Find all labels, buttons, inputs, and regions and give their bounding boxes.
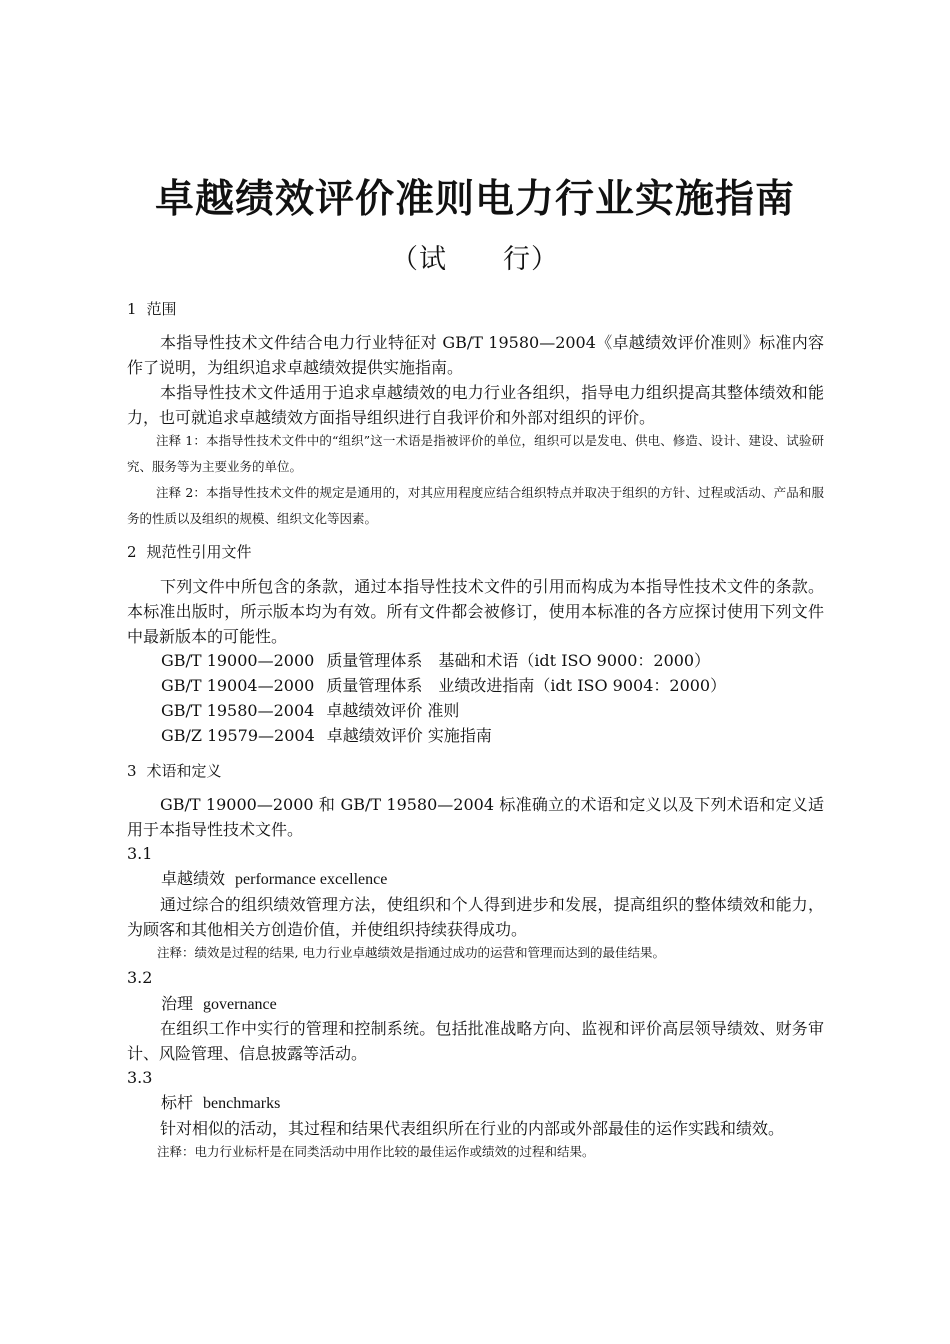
- section-title: 术语和定义: [146, 762, 222, 780]
- reference-title: 质量管理体系 基础和术语（idt ISO 9000：2000）: [326, 651, 711, 670]
- section-3-paragraph-1: GB/T 19000—2000 和 GB/T 19580—2004 标准确立的术语和定义以及下列术语和定义适用于本指导性技术文件。: [127, 795, 824, 839]
- document-title: 卓越绩效评价准则电力行业实施指南: [154, 177, 795, 222]
- term-definition: 针对相似的活动，其过程和结果代表组织所在行业的内部或外部最佳的运作实践和绩效。: [160, 1119, 785, 1138]
- term-chinese: 标杆: [161, 1093, 194, 1112]
- reference-item: [161, 649, 710, 673]
- term-entry: [161, 992, 277, 1017]
- reference-title: 卓越绩效评价 准则: [326, 701, 460, 720]
- term-note: 注释：电力行业标杆是在同类活动中用作比较的最佳运作或绩效的过程和结果。: [157, 1144, 595, 1159]
- section-title: 范围: [146, 300, 177, 318]
- reference-item: [161, 724, 492, 748]
- term-note: 注释：绩效是过程的结果, 电力行业卓越绩效是指通过成功的运营和管理而达到的最佳结果。: [157, 945, 665, 960]
- term-number: 3.2: [127, 968, 153, 987]
- term-english: performance excellence: [235, 871, 388, 888]
- term-number: 3.1: [127, 844, 153, 863]
- term-english: benchmarks: [203, 1095, 281, 1112]
- reference-code: GB/Z 19579—2004: [161, 726, 315, 745]
- section-title: 规范性引用文件: [146, 543, 252, 561]
- term-definition: 通过综合的组织绩效管理方法，使组织和个人得到进步和发展，提高组织的整体绩效和能力，为顾客和其他相关方创造价值，并使组织持续获得成功。: [127, 895, 824, 939]
- section-2-paragraph-1: 下列文件中所包含的条款，通过本指导性技术文件的引用而构成为本指导性技术文件的条款。本标准出版时，所示版本均为有效。所有文件都会被修订，使用本标准的各方应探讨使用下列文件中最新版本的可能性。: [127, 577, 824, 646]
- section-1-paragraph-1: 本指导性技术文件结合电力行业特征对 GB/T 19580—2004《卓越绩效评价准则》标准内容作了说明，为组织追求卓越绩效提供实施指南。: [127, 333, 824, 377]
- section-number: 3: [127, 762, 137, 780]
- reference-title: 卓越绩效评价 实施指南: [326, 726, 492, 745]
- term-chinese: 卓越绩效: [161, 869, 226, 888]
- section-1-heading: [127, 298, 177, 320]
- section-1-note-1: 注释 1：本指导性技术文件中的“组织”这一术语是指被评价的单位，组织可以是发电、供电、修造、设计、建设、试验研究、服务等为主要业务的单位。: [127, 433, 824, 474]
- section-1-paragraph-2: 本指导性技术文件适用于追求卓越绩效的电力行业各组织，指导电力组织提高其整体绩效和能力，也可就追求卓越绩效方面指导组织进行自我评价和外部对组织的评价。: [127, 383, 824, 427]
- section-3-heading: [127, 760, 222, 782]
- section-number: 2: [127, 543, 137, 561]
- section-2-heading: [127, 541, 252, 563]
- term-chinese: 治理: [161, 994, 194, 1013]
- reference-code: GB/T 19004—2000: [161, 676, 315, 695]
- reference-code: GB/T 19580—2004: [161, 701, 315, 720]
- reference-code: GB/T 19000—2000: [161, 651, 315, 670]
- document-subtitle: （试 行）: [391, 244, 559, 275]
- term-english: governance: [203, 996, 277, 1013]
- term-entry: [161, 867, 387, 892]
- reference-item: [161, 699, 459, 723]
- term-number: 3.3: [127, 1068, 153, 1087]
- section-number: 1: [127, 300, 137, 318]
- section-1-note-2: 注释 2：本指导性技术文件的规定是通用的，对其应用程度应结合组织特点并取决于组织的方针、过程或活动、产品和服务的性质以及组织的规模、组织文化等因素。: [127, 485, 824, 526]
- term-entry: [161, 1091, 280, 1116]
- reference-item: [161, 674, 726, 698]
- term-definition: 在组织工作中实行的管理和控制系统。包括批准战略方向、监视和评价高层领导绩效、财务审计、风险管理、信息披露等活动。: [127, 1019, 824, 1063]
- reference-title: 质量管理体系 业绩改进指南（idt ISO 9004：2000）: [326, 676, 727, 695]
